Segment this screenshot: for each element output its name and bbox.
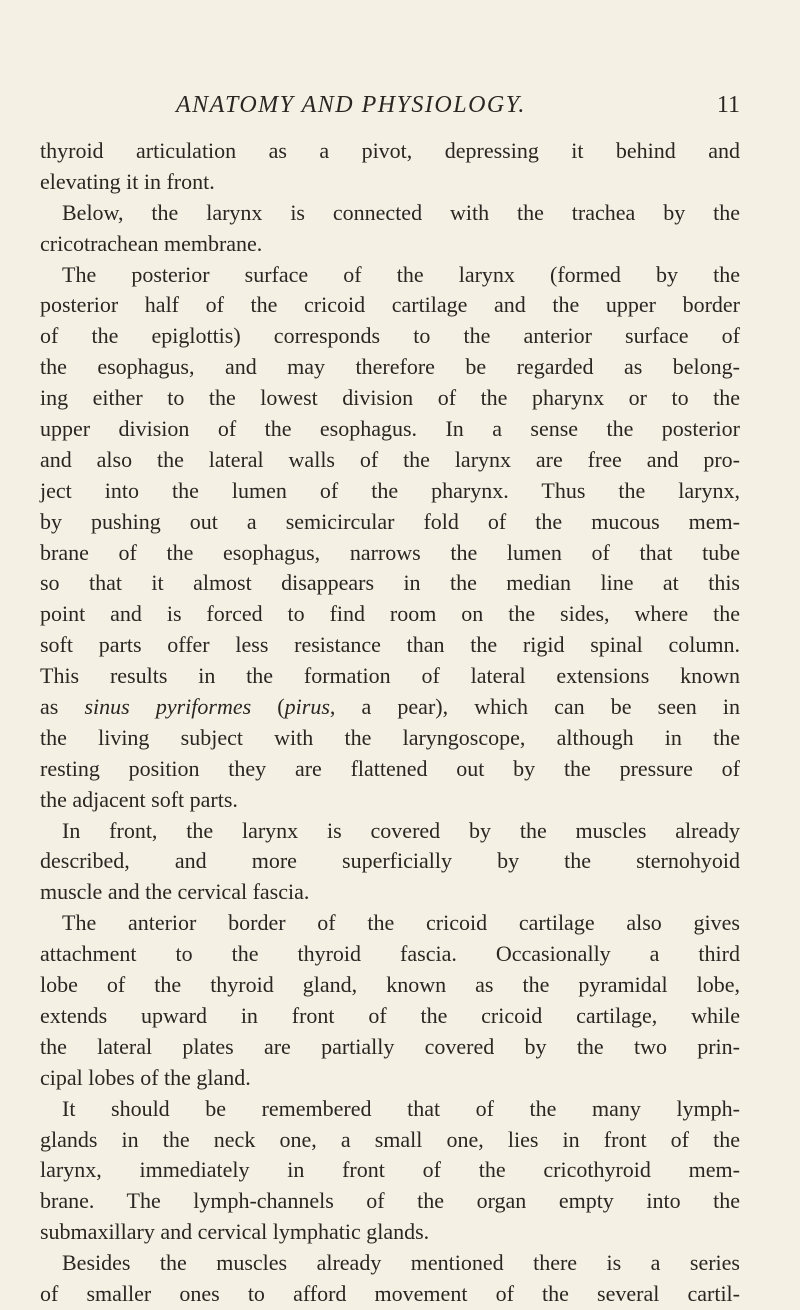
text-run: lobe of the thyroid gland, known as the pyramidal lobe,: [40, 972, 740, 998]
body-text: [40, 136, 740, 1310]
text-run: thyroid articulation as a pivot, depressing it behind and: [40, 138, 740, 163]
text-run: and also the lateral walls of the larynx are free and pro-: [40, 446, 740, 472]
text-line: [40, 260, 740, 291]
text-line: [40, 877, 740, 908]
text-run: as: [40, 694, 85, 720]
text-run: posterior half of the cricoid cartilage and the upper border: [40, 292, 740, 318]
text-line: [40, 630, 740, 661]
text-line: [40, 1032, 740, 1063]
text-line: [40, 414, 740, 445]
text-run: the living subject with the laryngoscope, although in the: [40, 724, 740, 750]
text-line: [40, 1155, 740, 1186]
text-run: extends upward in front of the cricoid cartilage, while: [40, 1002, 740, 1028]
text-line: [40, 599, 740, 630]
text-run: ing either to the lowest division of the pharynx or to the: [40, 385, 740, 411]
text-line: [40, 1186, 740, 1217]
text-run: attachment to the thyroid fascia. Occasionally a third: [40, 941, 740, 967]
text-line: [40, 816, 740, 847]
text-run: ject into the lumen of the pharynx. Thus the larynx,: [40, 477, 740, 503]
text-run: The anterior border of the cricoid cartilage also gives: [62, 910, 740, 936]
text-line: [40, 723, 740, 754]
text-line: [40, 908, 740, 939]
text-run: glands in the neck one, a small one, lies in front of the: [40, 1126, 740, 1152]
text-run: of the epiglottis) corresponds to the anterior surface of: [40, 323, 740, 349]
text-line: [40, 476, 740, 507]
text-run: described, and more superficially by the sternohyoid: [40, 848, 740, 874]
italic-term: pirus: [284, 694, 330, 720]
text-line: [40, 939, 740, 970]
text-run: , a pear), which can be seen in: [329, 694, 741, 720]
text-run: (: [251, 694, 285, 720]
italic-term: sinus pyriformes: [84, 694, 252, 720]
text-run: cipal lobes of the gland.: [40, 1064, 251, 1090]
text-line: [40, 538, 740, 569]
text-run: upper division of the esophagus. In a sense the posterior: [40, 416, 740, 442]
text-run: brane of the esophagus, narrows the lumen of that tube: [40, 539, 740, 565]
text-run: submaxillary and cervical lymphatic glands.: [40, 1219, 430, 1245]
text-run: larynx, immediately in front of the cricothyroid mem-: [40, 1157, 740, 1183]
text-run: resting position they are flattened out by the pressure of: [40, 755, 740, 781]
text-line: [40, 321, 740, 352]
text-line: [40, 1248, 740, 1279]
text-run: muscle and the cervical fascia.: [40, 879, 310, 905]
text-line: [40, 661, 740, 692]
text-run: elevating it in front.: [40, 168, 215, 194]
text-line: [40, 1125, 740, 1156]
text-line: [40, 383, 740, 414]
text-run: so that it almost disappears in the median line at this: [40, 570, 740, 596]
text-line: [40, 846, 740, 877]
text-run: Below, the larynx is connected with the trachea by the: [62, 199, 740, 225]
text-line: [40, 445, 740, 476]
text-run: of smaller ones to afford movement of the several cartil-: [40, 1280, 740, 1306]
text-line: [40, 290, 740, 321]
text-run: The posterior surface of the larynx (formed by the: [62, 261, 740, 287]
text-run: brane. The lymph-channels of the organ empty into the: [40, 1188, 740, 1214]
text-line: [40, 136, 740, 167]
text-line: [40, 785, 740, 816]
text-run: This results in the formation of lateral extensions known: [40, 663, 740, 689]
text-line: [40, 692, 740, 723]
book-page: [40, 92, 741, 1306]
text-line: [40, 167, 740, 198]
text-run: cricotrachean membrane.: [40, 230, 263, 256]
text-line: [40, 1217, 740, 1248]
text-run: In front, the larynx is covered by the muscles already: [62, 817, 740, 843]
running-title: ANATOMY AND PHYSIOLOGY.: [176, 92, 526, 118]
text-line: [40, 198, 740, 229]
text-run: the lateral plates are partially covered by the two prin-: [40, 1033, 740, 1059]
text-line: [40, 568, 740, 599]
text-line: [40, 1279, 740, 1310]
text-run: the esophagus, and may therefore be regarded as belong-: [40, 354, 740, 380]
text-line: [40, 352, 740, 383]
text-run: soft parts offer less resistance than the rigid spinal column.: [40, 632, 740, 658]
text-line: [40, 507, 740, 538]
text-run: Besides the muscles already mentioned there is a series: [62, 1250, 740, 1276]
text-line: [40, 1001, 740, 1032]
text-run: by pushing out a semicircular fold of the mucous mem-: [40, 508, 740, 534]
page-number: 11: [716, 92, 740, 118]
text-run: It should be remembered that of the many lymph-: [62, 1095, 740, 1121]
text-line: [40, 229, 740, 260]
text-line: [40, 1094, 740, 1125]
text-line: [40, 1063, 740, 1094]
text-line: [40, 754, 740, 785]
text-run: point and is forced to find room on the sides, where the: [40, 601, 740, 627]
text-run: the adjacent soft parts.: [40, 786, 238, 812]
text-line: [40, 970, 740, 1001]
running-head: [40, 92, 740, 132]
